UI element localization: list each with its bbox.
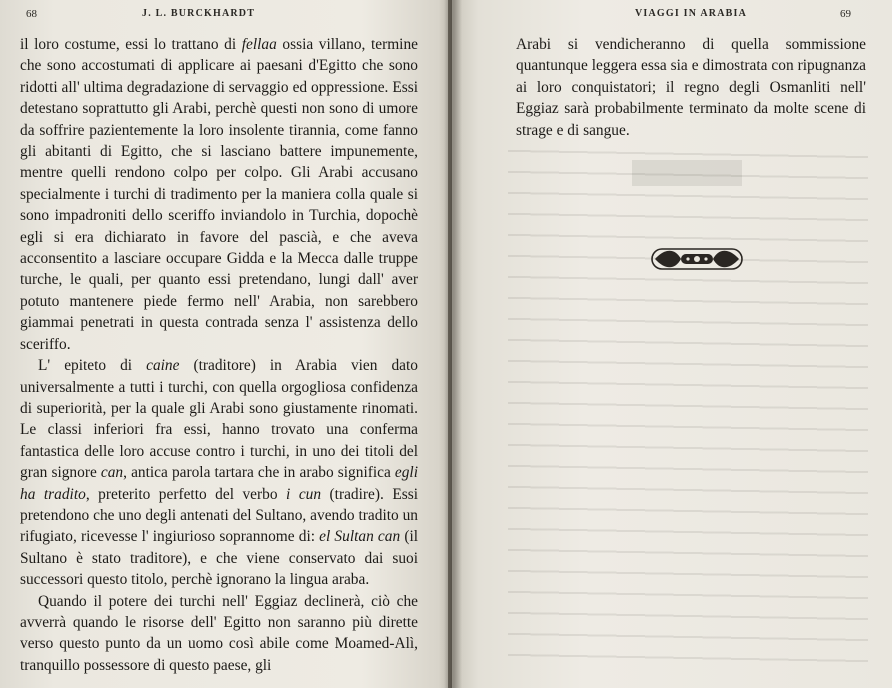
text-run: L' epiteto di <box>38 357 147 375</box>
running-head-left: J. L. BURCKHARDT <box>142 8 256 19</box>
page-number-left: 68 <box>26 8 37 20</box>
show-through-text <box>508 137 868 663</box>
text-run: , antica parola tartara che in arabo significa <box>123 464 395 482</box>
text-run: (tradire). Essi pretendono che uno degli antenati del Sultano, avendo tradito un rifugiato, ricevesse l' ingiurioso soprannome di: <box>20 485 418 546</box>
text-run: (traditore) in Arabia vien dato universalmente a tutti i turchi, con quella orgogliosa confidenza di superiorità, per la quale gli Arabi sono giustamente rinomati. Le classi inferiori fra essi, hanno trovato una conferma fantastica delle loro accuse contro i turchi, in uno dei titoli del gran signore <box>20 357 418 482</box>
italic-term: fellaa <box>241 36 277 53</box>
text-run: (il Sultano è stato traditore), e che viene conservato dai suoi successori questo titolo, perchè ignorano la lingua araba. <box>20 528 418 589</box>
italic-term: egli ha tradito <box>20 464 418 503</box>
left-page-text <box>20 34 418 676</box>
text-run: il loro costume, essi lo trattano di <box>20 36 242 53</box>
paragraph <box>20 591 418 677</box>
italic-term: el Sultan can <box>319 528 401 546</box>
text-run: Quando il potere dei turchi nell' Eggiaz declinerà, ciò che avverrà quando le risorse dell' Egitto non saranno più dirette verso questo punto da un uomo così abile come Moamed-Alì, tranquillo possessore di questo paese, gli <box>20 592 418 674</box>
italic-term: caine <box>146 357 180 375</box>
italic-term: can <box>100 464 124 482</box>
running-head-right: VIAGGI IN ARABIA <box>635 8 747 19</box>
paragraph <box>20 34 418 355</box>
text-run: , preterito perfetto del verbo <box>85 485 287 503</box>
text-run: ossia villano, termine che sono accostumati di applicare ai paesani d'Egitto che sono ridotti all' ultima degradazione di servaggio ed oppressione. Essi detestano soprattutto gli Arabi, perchè questi non sono di umore da soffrire pazientemente la loro insolente tirannia, come fanno gli abitanti di Egitto, che si lasciano battere impunemente, mentre quelli rendono colpo per colpo. Gli Arabi accusano specialmente i turchi di tradimento per la maniera colla quale si sono impadroniti dello sceriffo inviandolo in Turchia, dopochè egli si era dichiarato in favore del pascià, e che aveva acconsentito a lasciare occupare Gidda e la Mecca dalle truppe turche, le quali, per quanto essi pretendano, lungi dall' aver potuto mantenere piede fermo nell' Arabia, non sarebbero giammai penetrati in questa contrada senza l' assistenza dello sceriffo. <box>20 36 418 353</box>
paragraph <box>516 34 866 141</box>
page-number-right: 69 <box>840 8 851 20</box>
show-through-heading <box>632 160 742 186</box>
right-page <box>452 0 892 688</box>
right-page-text <box>516 34 866 141</box>
paragraph <box>20 355 418 590</box>
italic-term: i cun <box>286 485 322 503</box>
fleuron-ornament <box>651 246 743 272</box>
text-run: Arabi si vendicheranno di quella sommissione quantunque leggera essa sia e dimostrata con ripugnanza ai loro conquistatori; il regno degli Osmanliti nell' Eggiaz sarà probabilmente terminato da molte scene di strage e di sangue. <box>516 36 866 139</box>
